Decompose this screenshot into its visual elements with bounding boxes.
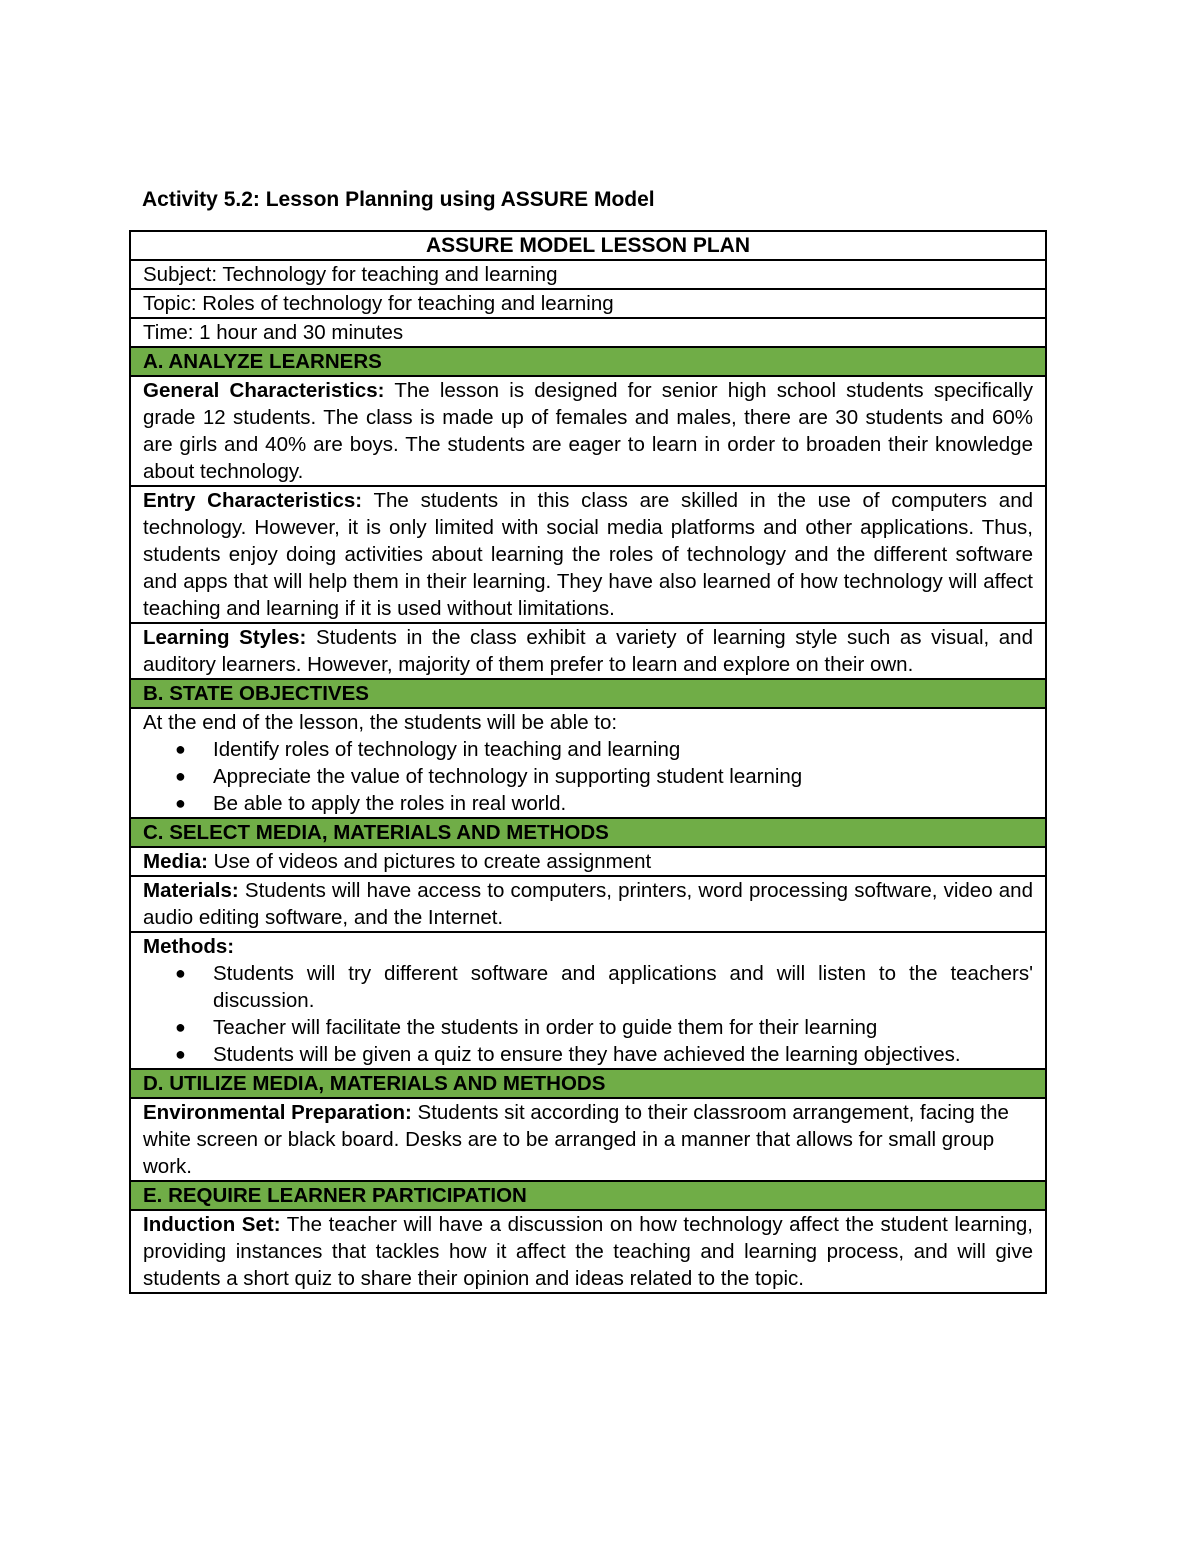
- list-item: [175, 960, 1033, 1014]
- table-row: [130, 932, 1046, 1069]
- table-row: [130, 1181, 1046, 1210]
- section-header-analyze: A. ANALYZE LEARNERS: [130, 347, 1046, 376]
- objectives-cell: [130, 708, 1046, 818]
- bullet-icon: ●: [175, 963, 186, 983]
- objectives-intro: At the end of the lesson, the students will be able to:: [143, 711, 618, 734]
- lesson-plan-table: [129, 230, 1047, 1294]
- bullet-icon: ●: [175, 793, 186, 813]
- table-row: [130, 1210, 1046, 1293]
- environmental-preparation-cell: [130, 1098, 1046, 1181]
- plan-heading: ASSURE MODEL LESSON PLAN: [130, 231, 1046, 260]
- materials-cell: [130, 876, 1046, 932]
- table-row: [130, 818, 1046, 847]
- environmental-preparation-label: Environmental Preparation:: [143, 1101, 412, 1124]
- list-item: [175, 1014, 1033, 1041]
- table-row: [130, 623, 1046, 679]
- methods-list: [143, 960, 1033, 1068]
- bullet-icon: ●: [175, 739, 186, 759]
- section-header-require: E. REQUIRE LEARNER PARTICIPATION: [130, 1181, 1046, 1210]
- media-text: Use of videos and pictures to create assignment: [207, 850, 652, 873]
- induction-set-cell: [130, 1210, 1046, 1293]
- list-item: [175, 790, 1033, 817]
- table-row: [130, 708, 1046, 818]
- table-row: [130, 231, 1046, 260]
- materials-text: Students will have access to computers, printers, word processing software, video and audio editing software, and the Internet.: [143, 879, 1033, 929]
- method-text: Teacher will facilitate the students in order to guide them for their learning: [213, 1016, 878, 1039]
- table-row: [130, 260, 1046, 289]
- method-text: Students will be given a quiz to ensure they have achieved the learning objectives.: [213, 1043, 961, 1066]
- media-label: Media:: [143, 850, 208, 873]
- table-row: [130, 318, 1046, 347]
- section-header-select: C. SELECT MEDIA, MATERIALS AND METHODS: [130, 818, 1046, 847]
- media-cell: [130, 847, 1046, 876]
- list-item: [175, 736, 1033, 763]
- methods-cell: [130, 932, 1046, 1069]
- document-title: Activity 5.2: Lesson Planning using ASSURE Model: [142, 188, 655, 211]
- subject-cell: Subject: Technology for teaching and learning: [130, 260, 1046, 289]
- objectives-list: [143, 736, 1033, 817]
- objective-text: Identify roles of technology in teaching and learning: [213, 738, 681, 761]
- bullet-icon: ●: [175, 1044, 186, 1064]
- table-row: [130, 679, 1046, 708]
- general-characteristics-text: The lesson is designed for senior high school students specifically grade 12 students. The class is made up of females and males, there are 30 students and 60% are girls and 40% are boys. The students are eager to learn in order to broaden their knowledge about technology.: [143, 379, 1033, 483]
- table-row: [130, 486, 1046, 623]
- section-header-utilize: D. UTILIZE MEDIA, MATERIALS AND METHODS: [130, 1069, 1046, 1098]
- learning-styles-cell: [130, 623, 1046, 679]
- objective-text: Appreciate the value of technology in supporting student learning: [213, 765, 803, 788]
- general-characteristics-cell: [130, 376, 1046, 486]
- table-row: [130, 347, 1046, 376]
- general-characteristics-label: General Characteristics:: [143, 379, 385, 402]
- method-text: Students will try different software and applications and will listen to the teachers' discussion.: [213, 962, 1033, 1012]
- objective-text: Be able to apply the roles in real world.: [213, 792, 567, 815]
- learning-styles-text: Students in the class exhibit a variety of learning style such as visual, and auditory learners. However, majority of them prefer to learn and explore on their own.: [143, 626, 1033, 676]
- entry-characteristics-text: The students in this class are skilled in the use of computers and technology. However, it is only limited with social media platforms and other applications. Thus, students enjoy doing activities about learning the roles of technology and the different software and apps that will help them in their learning. They have also learned of how technology will affect teaching and learning if it is used without limitations.: [143, 489, 1033, 620]
- section-header-objectives: B. STATE OBJECTIVES: [130, 679, 1046, 708]
- table-row: [130, 1069, 1046, 1098]
- time-cell: Time: 1 hour and 30 minutes: [130, 318, 1046, 347]
- table-row: [130, 1098, 1046, 1181]
- bullet-icon: ●: [175, 766, 186, 786]
- learning-styles-label: Learning Styles:: [143, 626, 307, 649]
- environmental-preparation-text: Students sit according to their classroom arrangement, facing the white screen or black board. Desks are to be arranged in a manner that allows for small group work.: [143, 1101, 1009, 1178]
- bullet-icon: ●: [175, 1017, 186, 1037]
- table-row: [130, 876, 1046, 932]
- induction-set-text: The teacher will have a discussion on how technology affect the student learning, providing instances that tackles how it affect the teaching and learning process, and will give students a short quiz to share their opinion and ideas related to the topic.: [143, 1213, 1034, 1290]
- topic-cell: Topic: Roles of technology for teaching and learning: [130, 289, 1046, 318]
- entry-characteristics-cell: [130, 486, 1046, 623]
- table-row: [130, 847, 1046, 876]
- methods-label: Methods:: [143, 935, 235, 958]
- entry-characteristics-label: Entry Characteristics:: [143, 489, 363, 512]
- list-item: [175, 1041, 1033, 1068]
- induction-set-label: Induction Set:: [143, 1213, 281, 1236]
- list-item: [175, 763, 1033, 790]
- table-row: [130, 289, 1046, 318]
- table-row: [130, 376, 1046, 486]
- materials-label: Materials:: [143, 879, 239, 902]
